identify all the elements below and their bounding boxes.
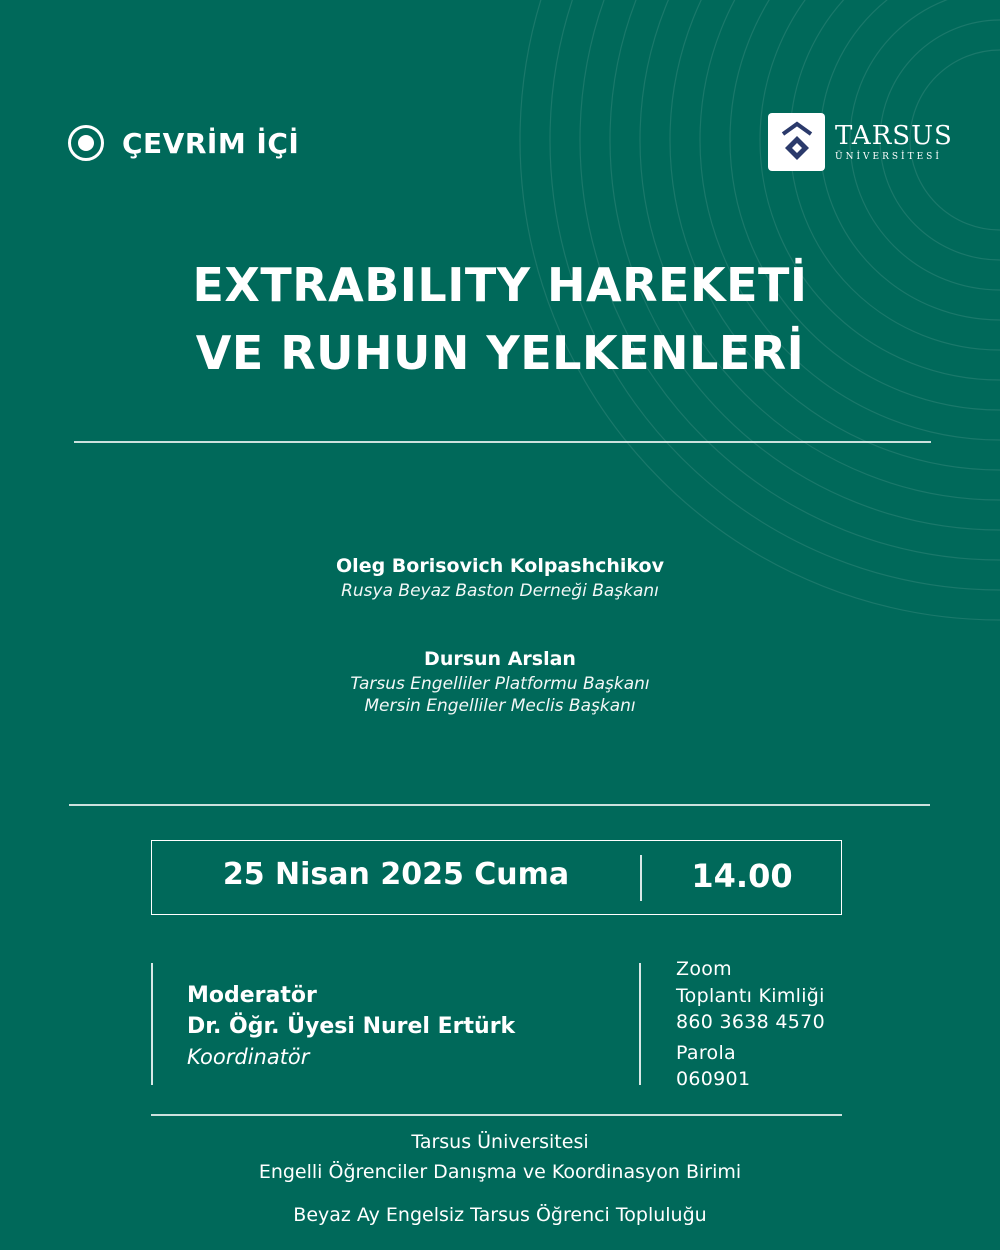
moderator-name: Dr. Öğr. Üyesi Nurel Ertürk	[187, 1014, 516, 1039]
moderator-left-rule	[151, 963, 153, 1085]
moderator-role: Koordinatör	[187, 1045, 310, 1069]
moderator-label: Moderatör	[187, 983, 317, 1008]
event-time: 14.00	[691, 857, 793, 895]
divider-middle	[69, 804, 930, 806]
speaker-role: Tarsus Engelliler Platformu Başkanı	[350, 674, 650, 694]
footer-unit: Engelli Öğrenciler Danışma ve Koordinasyon Birimi	[258, 1161, 742, 1183]
logo-name: TARSUS	[835, 120, 953, 151]
footer-community: Beyaz Ay Engelsiz Tarsus Öğrenci Topluluğu	[293, 1204, 707, 1226]
logo-mark-icon	[768, 113, 825, 171]
university-logo	[768, 113, 953, 171]
radio-button-icon	[68, 125, 104, 161]
event-title-line-2: VE RUHUN YELKENLERİ	[195, 326, 805, 380]
moderator-block	[187, 980, 515, 1073]
meeting-id: 860 3638 4570	[676, 1011, 825, 1033]
divider-bottom	[151, 1114, 842, 1116]
zoom-info	[676, 956, 825, 1093]
zoom-platform: Zoom	[676, 958, 732, 980]
speaker-name: Dursun Arslan	[424, 648, 576, 670]
online-badge	[68, 125, 299, 161]
event-title-line-1: EXTRABILITY HAREKETİ	[192, 258, 808, 312]
speaker-1	[0, 555, 1000, 601]
divider-top	[74, 441, 931, 443]
speaker-name: Oleg Borisovich Kolpashchikov	[336, 555, 664, 577]
zoom-left-rule	[639, 963, 641, 1085]
event-date: 25 Nisan 2025 Cuma	[222, 857, 570, 892]
speaker-role: Rusya Beyaz Baston Derneği Başkanı	[341, 581, 659, 601]
meeting-id-label: Toplantı Kimliği	[676, 984, 825, 1007]
date-time-box	[151, 840, 842, 915]
logo-subtitle: ÜNİVERSİTESİ	[835, 151, 942, 162]
password-value: 060901	[676, 1068, 751, 1090]
password-label: Parola	[676, 1041, 736, 1064]
online-label: ÇEVRİM İÇİ	[122, 126, 300, 160]
speaker-2	[0, 648, 1000, 716]
footer-university: Tarsus Üniversitesi	[411, 1131, 589, 1153]
speaker-role: Mersin Engelliler Meclis Başkanı	[364, 696, 636, 716]
